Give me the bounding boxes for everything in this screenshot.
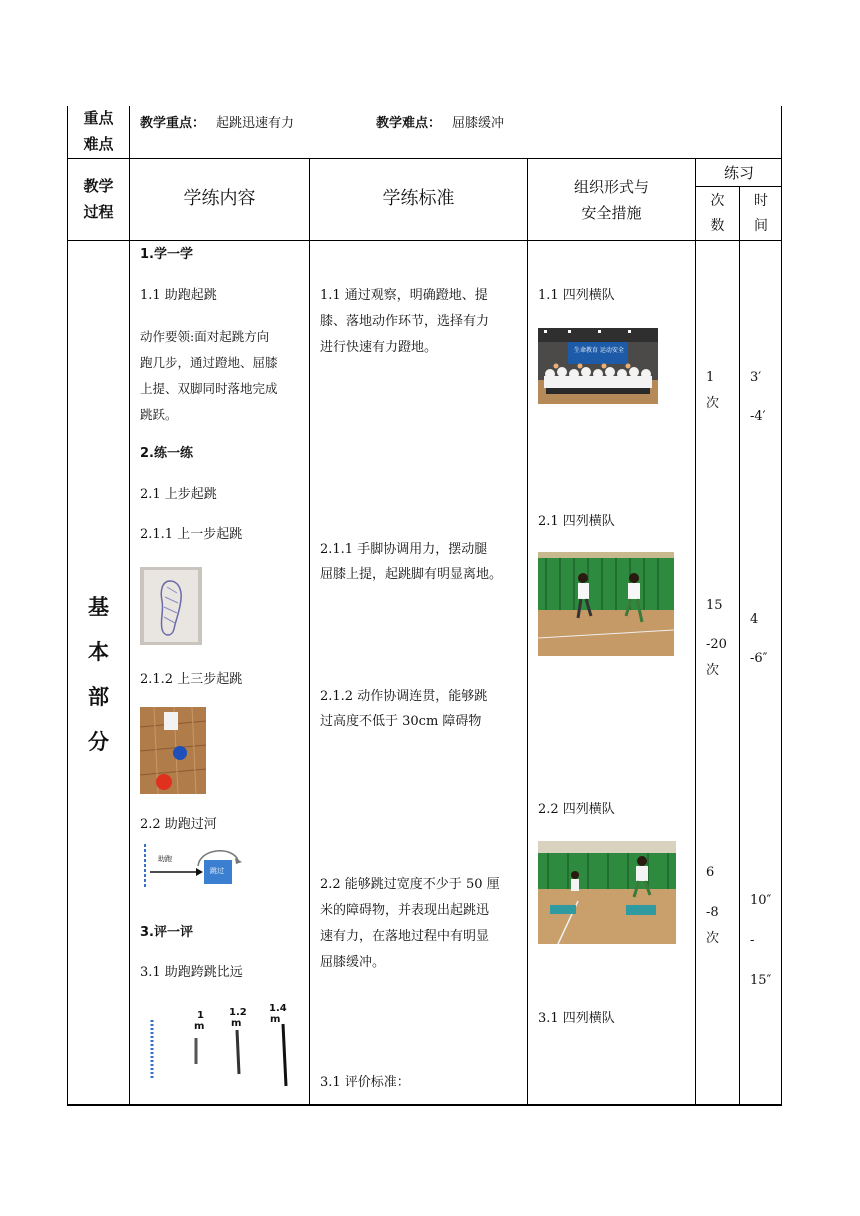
diagram-run-label: 助跑 (158, 855, 172, 863)
table-border-right (781, 106, 782, 1106)
focus-value: 起跳迅速有力 (216, 116, 295, 131)
run-jump-diagram (140, 842, 250, 890)
standard-2-2-line-1: 2.2 能够跳过宽度不少于 50 厘 (320, 877, 500, 892)
row-divider-2 (67, 240, 782, 241)
s1-title: 1.学一学 (140, 247, 193, 262)
count-3b: -8 (706, 905, 719, 920)
col-divider-5 (739, 186, 740, 1106)
process-header-1: 教学 (83, 177, 114, 195)
time-2b: -6″ (750, 651, 768, 666)
standard-2-1-1-line-1: 2.1.1 手脚协调用力，摆动腿 (320, 542, 488, 557)
standard-3-1: 3.1 评价标准： (320, 1075, 410, 1090)
standard-1-1-line-3: 进行快速有力蹬地。 (320, 340, 438, 355)
standard-2-2-line-4: 屈膝缓冲。 (320, 955, 386, 970)
measure-poles-image (140, 1002, 300, 1088)
s3-title: 3.评一评 (140, 925, 193, 940)
count-3c: 次 (706, 931, 720, 946)
col-divider-2 (309, 158, 310, 1106)
floor-disks-image (140, 707, 206, 794)
section-char-2: 本 (88, 640, 109, 664)
s1-1: 1.1 助跑起跳 (140, 288, 217, 303)
diagram-cross-label: 跳过 (210, 867, 224, 875)
time-2a: 4 (750, 612, 759, 627)
s2-1-2: 2.1.2 上三步起跳 (140, 672, 243, 687)
standard-1-1-line-2: 膝、落地动作环节，选择有力 (320, 314, 490, 329)
time-header-1: 时 (754, 193, 768, 209)
mark-2-num: 1.2 (229, 1007, 247, 1018)
practice-header: 练习 (723, 164, 754, 182)
table-border-bottom (67, 1104, 782, 1106)
practice-divider (695, 186, 782, 187)
section-char-3: 部 (88, 685, 109, 709)
standard-2-2-line-3: 速有力，在落地过程中有明显 (320, 929, 490, 944)
org-3: 2.2 四列横队 (538, 802, 615, 817)
row-divider-1 (67, 158, 782, 159)
standard-2-1-2-line-1: 2.1.2 动作协调连贯，能够跳 (320, 689, 488, 704)
mark-3-num: 1.4 (269, 1003, 287, 1014)
count-header-2: 数 (710, 218, 725, 234)
banner-text: 生命教育 运动安全 (574, 347, 624, 354)
time-header-2: 间 (754, 218, 768, 234)
content-header: 学练内容 (183, 188, 256, 209)
s3-1: 3.1 助跑跨跳比远 (140, 965, 243, 980)
count-2b: -20 (706, 637, 727, 652)
difficulty-value: 屈膝缓冲 (452, 116, 505, 131)
s2-2: 2.2 助跑过河 (140, 817, 217, 832)
mark-3-unit: m (270, 1014, 281, 1025)
s1-desc-1: 动作要领:面对起跳方向 (140, 329, 270, 344)
standard-2-1-1-line-2: 屈膝上提，起跳脚有明显离地。 (320, 567, 503, 582)
mark-2-unit: m (231, 1018, 242, 1029)
standard-2-2-line-2: 米的障碍物，并表现出起跳迅 (320, 903, 490, 918)
group-photo (538, 328, 658, 404)
time-3c: 15″ (750, 973, 772, 988)
standard-header: 学练标准 (382, 188, 455, 209)
box-jump-photo (538, 841, 676, 944)
key-points-label-2: 难点 (83, 135, 114, 153)
count-2c: 次 (706, 663, 720, 678)
count-1a: 1 (706, 370, 715, 385)
time-1a: 3′ (750, 370, 762, 385)
mark-1-unit: m (194, 1021, 205, 1032)
org-header-2: 安全措施 (581, 204, 642, 222)
standard-1-1-line-1: 1.1 通过观察，明确蹬地、提 (320, 288, 488, 303)
org-header-1: 组织形式与 (573, 178, 649, 196)
section-char-1: 基 (88, 595, 109, 619)
count-1b: 次 (706, 396, 720, 411)
standard-2-1-2-line-2: 过高度不低于 30cm 障碍物 (320, 714, 482, 729)
s1-desc-4: 跳跃。 (140, 407, 178, 422)
time-3b: - (750, 933, 755, 948)
time-1b: -4′ (750, 409, 766, 424)
section-char-4: 分 (88, 730, 109, 754)
difficulty-label: 教学难点： (376, 116, 442, 131)
col-divider-1 (129, 106, 130, 1106)
org-2: 2.1 四列横队 (538, 514, 615, 529)
footprint-image (140, 567, 202, 645)
focus-label: 教学重点： (140, 116, 206, 131)
s1-desc-2: 跑几步，通过蹬地、屈膝 (140, 355, 278, 370)
org-4: 3.1 四列横队 (538, 1011, 615, 1026)
org-1: 1.1 四列横队 (538, 288, 615, 303)
s2-1-1: 2.1.1 上一步起跳 (140, 527, 243, 542)
col-divider-3 (527, 158, 528, 1106)
count-3a: 6 (706, 865, 715, 880)
s1-desc-3: 上提、双脚同时落地完成 (140, 381, 278, 396)
count-2a: 15 (706, 598, 723, 613)
time-3a: 10″ (750, 893, 772, 908)
process-header-2: 过程 (83, 203, 114, 221)
col-divider-4 (695, 158, 696, 1106)
kids-running-photo (538, 552, 674, 656)
key-points-label-1: 重点 (83, 109, 114, 127)
s2-title: 2.练一练 (140, 446, 193, 461)
count-header-1: 次 (710, 193, 725, 209)
mark-1-num: 1 (197, 1010, 204, 1021)
s2-1: 2.1 上步起跳 (140, 487, 217, 502)
